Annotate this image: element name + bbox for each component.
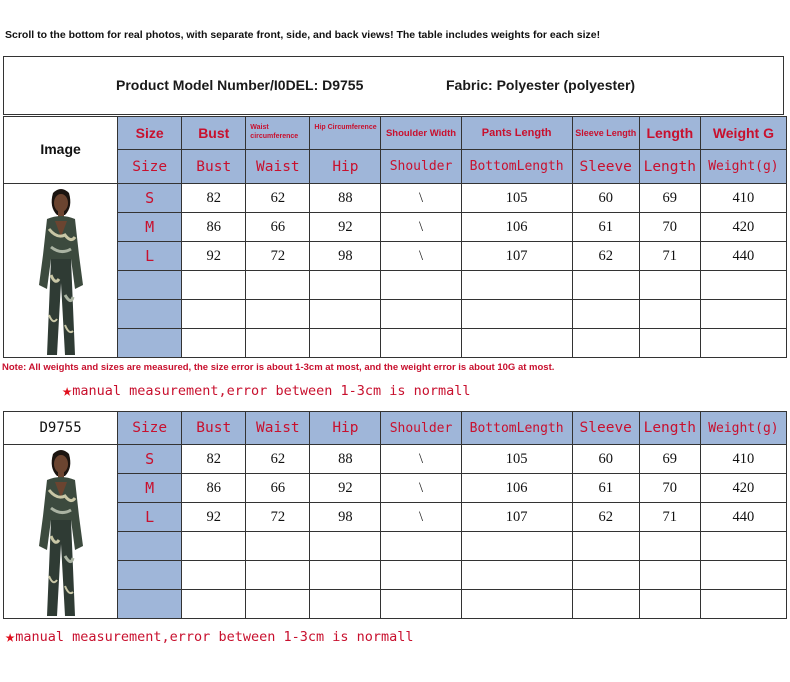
waist-cell: 72: [246, 242, 310, 271]
product-model-label: Product Model Number/I0DEL: D9755: [116, 77, 364, 93]
sleeve-cell: 61: [572, 213, 639, 242]
mono-header-weight: Weight(g): [700, 150, 786, 184]
hip-cell: 92: [310, 474, 381, 503]
empty-row: [4, 561, 787, 590]
mono-header-length: Length: [639, 412, 700, 445]
waist-cell: 66: [246, 474, 310, 503]
mono-header-sleeve: Sleeve: [572, 150, 639, 184]
bust-cell: 82: [182, 184, 246, 213]
header-bust: Bust: [182, 117, 246, 150]
bottom-length-cell: 105: [461, 184, 572, 213]
mono-header-sleeve: Sleeve: [572, 412, 639, 445]
hip-cell: 98: [310, 503, 381, 532]
header-length: Length: [639, 117, 700, 150]
mono-header-waist: Waist: [246, 150, 310, 184]
empty-size-cell: [118, 561, 182, 590]
bottom-length-cell: 106: [461, 474, 572, 503]
length-cell: 69: [639, 184, 700, 213]
mono-header-waist: Waist: [246, 412, 310, 445]
bottom-length-cell: 106: [461, 213, 572, 242]
model-label-cell: [4, 412, 118, 445]
shoulder-cell: \: [381, 242, 461, 271]
image-label-cell: [4, 117, 118, 184]
product-title-box: [3, 56, 784, 115]
shoulder-cell: \: [381, 445, 461, 474]
length-cell: 71: [639, 242, 700, 271]
mono-header-shoulder: Shoulder: [381, 150, 461, 184]
weight-cell: 410: [700, 445, 786, 474]
image-label: Image: [40, 141, 81, 157]
star-icon: ★: [5, 627, 16, 647]
manual-note-text: manual measurement,error between 1-3cm is normall: [15, 629, 414, 645]
weight-cell: 410: [700, 184, 786, 213]
product-photo-cell: [4, 445, 118, 619]
sleeve-cell: 60: [572, 445, 639, 474]
mono-header-bust: Bust: [182, 150, 246, 184]
bottom-length-cell: 105: [461, 445, 572, 474]
size-cell: L: [118, 503, 182, 532]
mono-header-weight: Weight(g): [700, 412, 786, 445]
size-cell: M: [118, 474, 182, 503]
empty-row: [4, 271, 787, 300]
shoulder-cell: \: [381, 503, 461, 532]
header-size: Size: [118, 117, 182, 150]
sleeve-cell: 60: [572, 184, 639, 213]
sleeve-cell: 62: [572, 242, 639, 271]
bust-cell: 86: [182, 213, 246, 242]
empty-size-cell: [118, 590, 182, 619]
empty-size-cell: [118, 300, 182, 329]
mono-header-size: Size: [118, 412, 182, 445]
header-pants-length: Pants Length: [461, 117, 572, 150]
empty-row: [4, 329, 787, 358]
waist-cell: 66: [246, 213, 310, 242]
empty-row: [4, 300, 787, 329]
empty-size-cell: [118, 271, 182, 300]
size-cell: S: [118, 184, 182, 213]
empty-row: [4, 590, 787, 619]
bust-cell: 86: [182, 474, 246, 503]
weight-cell: 440: [700, 503, 786, 532]
header-waist: Waist circumference: [246, 117, 310, 150]
manual-note-2: [5, 627, 414, 647]
length-cell: 70: [639, 213, 700, 242]
hip-cell: 88: [310, 184, 381, 213]
length-cell: 69: [639, 445, 700, 474]
bust-cell: 92: [182, 242, 246, 271]
mono-header-hip: Hip: [310, 150, 381, 184]
model-label: D9755: [39, 420, 82, 436]
size-table-2: [3, 411, 787, 619]
mono-header-bottom-length: BottomLength: [461, 412, 572, 445]
size-table-1: [3, 116, 787, 358]
model-photo: [21, 185, 101, 357]
mono-header-bust: Bust: [182, 412, 246, 445]
fabric-label: Fabric: Polyester (polyester): [446, 77, 636, 93]
empty-size-cell: [118, 329, 182, 358]
star-icon: ★: [62, 381, 73, 401]
weight-cell: 440: [700, 242, 786, 271]
hip-cell: 98: [310, 242, 381, 271]
bottom-length-cell: 107: [461, 242, 572, 271]
header-hip: Hip Circumference: [310, 117, 381, 150]
size-cell: L: [118, 242, 182, 271]
product-photo-cell: [4, 184, 118, 358]
waist-cell: 62: [246, 445, 310, 474]
size-cell: M: [118, 213, 182, 242]
mono-header-hip: Hip: [310, 412, 381, 445]
waist-cell: 62: [246, 184, 310, 213]
mono-header-bottom-length: BottomLength: [461, 150, 572, 184]
model-photo: [21, 446, 101, 618]
manual-note-1: [62, 381, 471, 401]
hip-cell: 92: [310, 213, 381, 242]
measurement-note: Note: All weights and sizes are measured, the size error is about 1-3cm at most, and the weight error is about 10G at most.: [2, 362, 555, 373]
sleeve-cell: 61: [572, 474, 639, 503]
sleeve-cell: 62: [572, 503, 639, 532]
manual-note-text: manual measurement,error between 1-3cm is normall: [72, 383, 471, 399]
mono-header-shoulder: Shoulder: [381, 412, 461, 445]
header-note: Scroll to the bottom for real photos, with separate front, side, and back views! The table includes weights for each size!: [5, 29, 601, 41]
mono-header-size: Size: [118, 150, 182, 184]
bust-cell: 92: [182, 503, 246, 532]
bottom-length-cell: 107: [461, 503, 572, 532]
shoulder-cell: \: [381, 184, 461, 213]
hip-cell: 88: [310, 445, 381, 474]
length-cell: 71: [639, 503, 700, 532]
size-cell: S: [118, 445, 182, 474]
waist-cell: 72: [246, 503, 310, 532]
header-weight: Weight G: [700, 117, 786, 150]
bust-cell: 82: [182, 445, 246, 474]
header-shoulder: Shoulder Width: [381, 117, 461, 150]
empty-row: [4, 532, 787, 561]
header-sleeve: Sleeve Length: [572, 117, 639, 150]
empty-size-cell: [118, 532, 182, 561]
shoulder-cell: \: [381, 213, 461, 242]
shoulder-cell: \: [381, 474, 461, 503]
weight-cell: 420: [700, 474, 786, 503]
mono-header-length: Length: [639, 150, 700, 184]
length-cell: 70: [639, 474, 700, 503]
weight-cell: 420: [700, 213, 786, 242]
